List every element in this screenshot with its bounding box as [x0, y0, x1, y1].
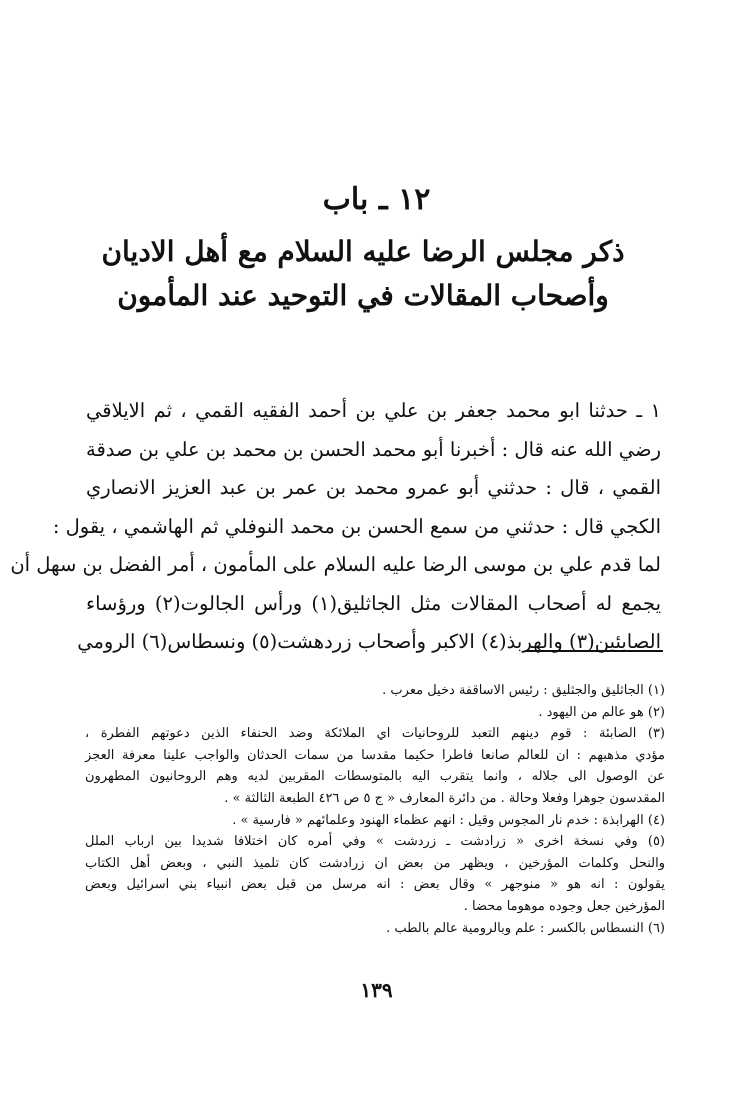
footnote-line: المؤرخين جعل وجوده موهوما محضا .: [463, 898, 665, 914]
footnote-separator: [525, 650, 663, 652]
body-line: لما قدم علي بن موسى الرضا عليه السلام على المأمون ، أمر الفضل بن سهل أن: [10, 553, 661, 576]
footnote-line: عن الوصول الى جلاله ، وانما يتقرب اليه بالمتوسطات المقربين لديه وهم الروحانيون المطهرون: [85, 769, 665, 785]
section-title-line-2: وأصحاب المقالات في التوحيد عند المأمون: [117, 279, 609, 312]
footnote-line: (٣) الصابئة : قوم دينهم التعبد للروحانيات اي الملائكة وضد الحنفاء الذين دعوتهم الفطرة ،: [85, 726, 665, 742]
footnotes: [85, 680, 665, 939]
body-line: القمي ، قال : حدثني أبو عمرو محمد بن عمر بن عبد العزيز الانصاري: [86, 476, 661, 499]
body-paragraph: [10, 392, 661, 662]
body-line: الكجي قال : حدثني من سمع الحسن بن محمد النوفلي ثم الهاشمي ، يقول :: [52, 514, 661, 538]
footnote-line: (٢) هو عالم من اليهود .: [538, 704, 665, 720]
chapter-heading: ١٢ ـ باب: [322, 182, 431, 217]
footnote-line: المقدسون جوهرا وفعلا وحالة . من دائرة المعارف « ج ٥ ص ٤٢٦ الطبعة الثالثة » .: [224, 790, 665, 806]
body-line: ١ ـ حدثنا ابو محمد جعفر بن علي بن أحمد الفقيه القمي ، ثم الايلاقي: [86, 399, 661, 422]
footnote-line: (٦) النسطاس بالكسر : علم وبالرومية عالم بالطب .: [386, 920, 665, 936]
body-line: يجمع له أصحاب المقالات مثل الجاثليق(١) ورأس الجالوت(٢) ورؤساء: [86, 591, 661, 615]
footnote-line: (٥) وفي نسخة اخرى « زرادشت ـ زردشت » وفي أمره كان اختلافا شديدا بين ارباب الملل: [85, 834, 665, 850]
footnote-line: (١) الجاثليق والجثليق : رئيس الاساقفة دخيل معرب .: [382, 683, 665, 698]
footnote-line: والنحل وكلمات المؤرخين ، ويظهر من بعض ان زرادشت كان تلميذ النبي ، وبعض أهل الكتاب: [85, 855, 665, 871]
section-title-line-1: ذكر مجلس الرضا عليه السلام مع أهل الاديان: [101, 235, 625, 268]
body-line: رضي الله عنه قال : أخبرنا أبو محمد الحسن بن محمد بن علي بن صدقة: [86, 437, 661, 461]
footnote-line: يقولون : انه هو « منوجهر » وقال بعض : انه مرسل من قبل بعض انبياء بني اسرائيل وبعض: [85, 877, 665, 893]
page-number: ١٣٩: [360, 978, 393, 1002]
body-line: الصابئين(٣) والهربذ(٤) الاكبر وأصحاب زردهشت(٥) ونسطاس(٦) الرومي: [77, 630, 661, 653]
footnote-line: مؤدي مذهبهم : ان للعالم صانعا فاطرا حكيما مقدسا من سمات الحدثان والواجب علينا معرفة العجز: [85, 747, 665, 763]
footnote-line: (٤) الهرابذة : خدم نار المجوس وقيل : انهم عظماء الهنود وعلمائهم « فارسية » .: [232, 812, 665, 828]
